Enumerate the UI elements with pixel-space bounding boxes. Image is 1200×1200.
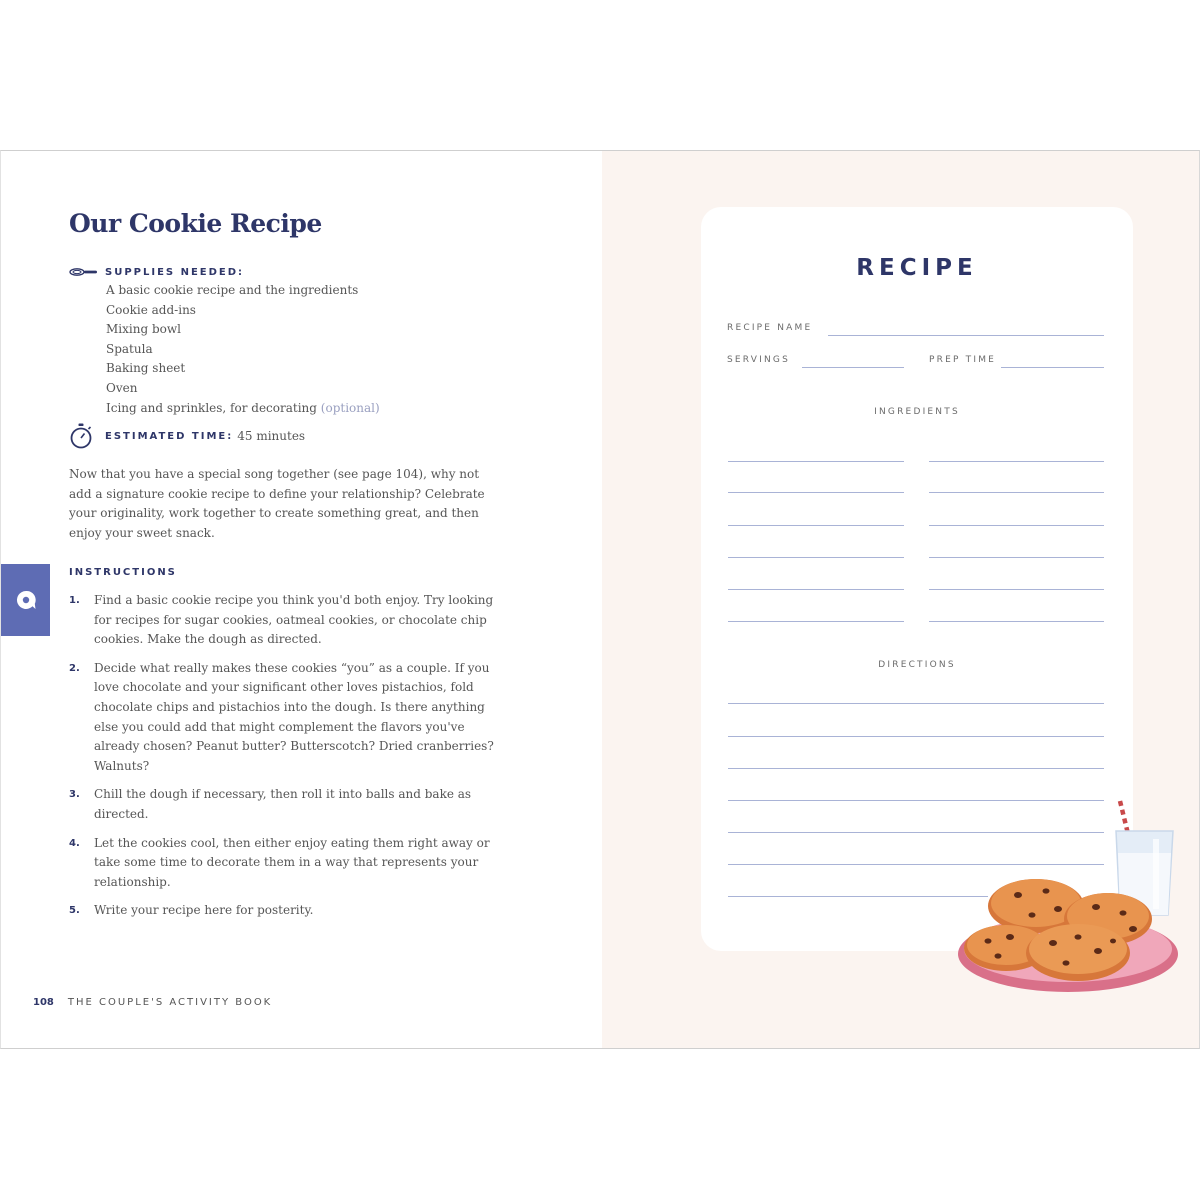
supply-item: A basic cookie recipe and the ingredients xyxy=(106,283,359,297)
direction-line[interactable] xyxy=(728,736,1104,737)
supply-list xyxy=(106,281,380,418)
step-number: 5. xyxy=(69,905,80,917)
time-label: ESTIMATED TIME: xyxy=(105,430,234,442)
recipe-card-title: RECIPE xyxy=(856,255,978,281)
supply-item: Spatula xyxy=(106,341,153,356)
recipe-name-label: RECIPE NAME xyxy=(727,323,813,333)
time-value: 45 minutes xyxy=(237,429,306,443)
intro-paragraph: Now that you have a special song together (see page 104), why not add a signature cookie recipe to define your relationship? Celebrate your originality, work together to create something great, and then enjoy your sweet snack. xyxy=(69,467,485,540)
step-number: 3. xyxy=(69,789,80,801)
step-item xyxy=(69,834,505,893)
whisk-icon xyxy=(69,266,99,278)
directions-heading: DIRECTIONS xyxy=(878,660,956,670)
step-number: 4. xyxy=(69,837,80,849)
supplies-label: SUPPLIES NEEDED: xyxy=(105,266,245,278)
step-text: Find a basic cookie recipe you think you'd both enjoy. Try looking for recipes for sugar cookies, oatmeal cookies, or chocolate chip cookies. Make the dough as directed. xyxy=(94,593,494,647)
ingredient-line[interactable] xyxy=(728,461,904,462)
page-footer xyxy=(33,997,272,1008)
ingredient-line[interactable] xyxy=(728,621,904,622)
supply-item: Oven xyxy=(106,380,138,395)
direction-line[interactable] xyxy=(728,703,1104,704)
page-number: 108 xyxy=(33,997,54,1008)
ingredient-line[interactable] xyxy=(929,621,1104,622)
speech-bubble-icon xyxy=(15,589,37,611)
book-spread xyxy=(0,150,1200,1049)
cookies-and-milk-illustration xyxy=(948,791,1188,1001)
step-item xyxy=(69,659,505,777)
stopwatch-icon xyxy=(69,423,93,449)
direction-line[interactable] xyxy=(728,768,1104,769)
prep-time-label: PREP TIME xyxy=(929,355,997,365)
chapter-tab xyxy=(1,564,50,636)
supplies-section xyxy=(69,265,380,418)
step-text: Write your recipe here for posterity. xyxy=(94,903,314,918)
book-title: THE COUPLE'S ACTIVITY BOOK xyxy=(67,997,273,1008)
ingredients-heading: INGREDIENTS xyxy=(874,407,960,417)
ingredient-line[interactable] xyxy=(929,461,1104,462)
ingredient-line[interactable] xyxy=(929,557,1104,558)
left-page xyxy=(1,151,602,1048)
supply-item: Mixing bowl xyxy=(106,322,181,337)
step-number: 1. xyxy=(69,595,80,606)
step-item xyxy=(69,591,505,650)
step-item xyxy=(69,901,505,921)
instructions-heading: INSTRUCTIONS xyxy=(69,567,177,578)
ingredient-line[interactable] xyxy=(728,557,904,558)
supply-item: Cookie add-ins xyxy=(106,302,196,317)
ingredient-line[interactable] xyxy=(728,589,904,590)
step-text: Let the cookies cool, then either enjoy eating them right away or take some time to decorate them in a way that represents your relationship. xyxy=(94,835,490,889)
step-text: Chill the dough if necessary, then roll it into balls and bake as directed. xyxy=(94,787,472,821)
step-number: 2. xyxy=(69,662,80,674)
recipe-name-line[interactable] xyxy=(828,335,1104,336)
step-item xyxy=(69,785,505,824)
estimated-time xyxy=(69,423,305,449)
ingredient-line[interactable] xyxy=(728,492,904,493)
prep-time-line[interactable] xyxy=(1001,367,1104,368)
ingredient-line[interactable] xyxy=(929,525,1104,526)
supply-item: Baking sheet xyxy=(106,361,186,376)
page-title: Our Cookie Recipe xyxy=(69,209,322,238)
supply-item-last xyxy=(106,399,380,419)
step-text: Decide what really makes these cookies “you” as a couple. If you love chocolate and your significant other loves pistachios, fold chocolate chips and pistachios into the dough. Is there anything else you could add that might complement the flavors you've already chosen? Peanut butter? Butterscotch? Dried cranberries? Walnuts? xyxy=(94,660,494,773)
instruction-steps xyxy=(69,591,505,930)
ingredient-line[interactable] xyxy=(929,492,1104,493)
supply-last-text: Icing and sprinkles, for decorating xyxy=(106,400,317,415)
ingredient-line[interactable] xyxy=(728,525,904,526)
servings-line[interactable] xyxy=(802,367,904,368)
optional-note: (optional) xyxy=(320,400,380,415)
ingredient-line[interactable] xyxy=(929,589,1104,590)
servings-label: SERVINGS xyxy=(727,355,790,365)
right-page xyxy=(602,151,1199,1048)
